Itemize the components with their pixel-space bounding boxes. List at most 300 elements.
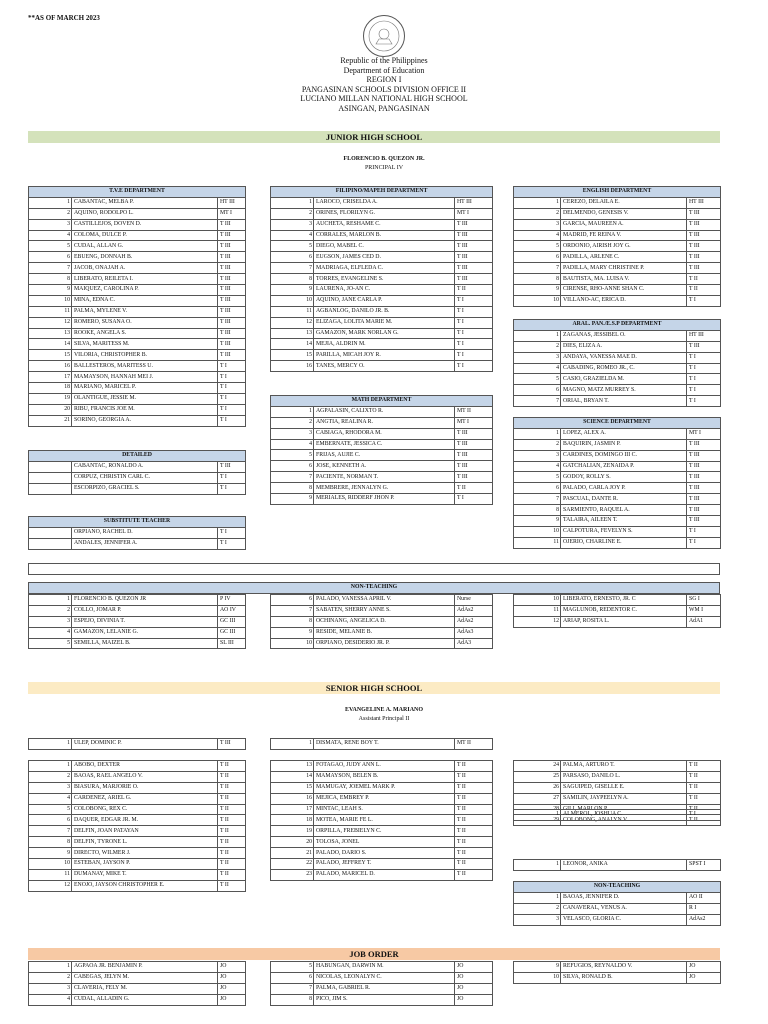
job-order-banner: JOB ORDER	[28, 948, 720, 960]
employee-name: REFUGIOS, REYNALDO V.	[561, 962, 687, 973]
row-number: 1	[271, 406, 314, 417]
row-number	[29, 461, 72, 472]
position-code: HT III	[687, 330, 721, 341]
employee-name: VILORIA, CHRISTOPHER B.	[72, 350, 218, 361]
detailed-header: DETAILED	[29, 451, 246, 462]
employee-name: COLLO, JOMAR P.	[72, 605, 218, 616]
position-code: T II	[455, 804, 493, 815]
employee-name: BAOAS, JENNIFER D.	[561, 892, 687, 903]
row-number: 10	[514, 972, 561, 983]
tve-row	[29, 230, 246, 241]
position-code: T III	[455, 241, 493, 252]
position-code: T I	[455, 339, 493, 350]
row-number: 15	[271, 350, 314, 361]
row-number: 24	[514, 761, 561, 772]
aral-header: ARAL. PAN./E.S.P DEPARTMENT	[514, 320, 721, 331]
filipino-row	[271, 252, 493, 263]
math-row	[271, 450, 493, 461]
position-code: T III	[687, 230, 721, 241]
employee-name: TALAIRA, AILEEN T.	[561, 516, 687, 527]
row-number: 1	[29, 197, 72, 208]
row-number: 7	[271, 605, 314, 616]
row-number: 12	[271, 317, 314, 328]
shs-teachers-1-row	[29, 869, 246, 880]
position-code: T I	[218, 361, 246, 372]
employee-name: PASCUAL, DANTE R.	[561, 494, 687, 505]
row-number: 14	[271, 339, 314, 350]
employee-name: HABUNGAN, DARWIN M.	[314, 962, 455, 973]
position-code: T I	[687, 385, 721, 396]
employee-name: ANDALES, JENNIFER A.	[72, 538, 218, 549]
row-number: 6	[271, 595, 314, 606]
employee-name: MADRIAGA, ELFLEDA C.	[314, 263, 455, 274]
position-code: T I	[218, 372, 246, 383]
english-row	[514, 252, 721, 263]
aral-row	[514, 374, 721, 385]
math-row	[271, 428, 493, 439]
row-number: 9	[514, 285, 561, 296]
employee-name: ORIAL, BRYAN T.	[561, 396, 687, 407]
employee-name: SILVA, RONALD B.	[561, 972, 687, 983]
english-row	[514, 197, 721, 208]
position-code: T II	[687, 804, 721, 815]
row-number: 2	[271, 417, 314, 428]
employee-name: PALMA, GABRIEL R.	[314, 983, 455, 994]
employee-name: CABADING, ROMEO JR., C.	[561, 363, 687, 374]
position-code: T II	[687, 815, 721, 826]
job-order-3-table	[513, 961, 721, 984]
row-number: 1	[514, 810, 561, 821]
employee-name: AQUINO, RODOLPO L.	[72, 208, 218, 219]
position-code: MT I	[218, 208, 246, 219]
row-number: 1	[29, 739, 72, 750]
nonteaching-3-row	[514, 605, 721, 616]
position-code: HT III	[218, 197, 246, 208]
employee-name: FOTAGAO, JUDY ANN L.	[314, 761, 455, 772]
row-number: 3	[514, 914, 561, 925]
shs-extra-1-table	[513, 809, 721, 821]
nonteaching-2-table	[270, 594, 493, 649]
row-number: 7	[271, 263, 314, 274]
position-code: T III	[218, 252, 246, 263]
shs-teachers-3-row	[514, 793, 721, 804]
employee-name: DAQUER, EDGAR JR. M.	[72, 815, 218, 826]
math-row	[271, 494, 493, 505]
employee-name: CEREZO, DELAILA E.	[561, 197, 687, 208]
row-number: 2	[29, 605, 72, 616]
position-code: T II	[455, 859, 493, 870]
position-code: T I	[687, 374, 721, 385]
position-code: AO II	[687, 892, 721, 903]
math-header: MATH DEPARTMENT	[271, 396, 493, 407]
position-code: JO	[218, 972, 246, 983]
shs-head-2-table	[270, 738, 493, 750]
position-code: HT III	[687, 197, 721, 208]
position-code: T II	[455, 815, 493, 826]
row-number: 9	[514, 962, 561, 973]
employee-name: ESCORPIZO, GRACIEL S.	[72, 483, 218, 494]
employee-name: LEONOR, ANIKA	[561, 860, 687, 871]
position-code: AdA3	[455, 638, 493, 649]
shs-nonteaching-row	[514, 914, 721, 925]
shs-extra-1-row	[514, 810, 721, 821]
employee-name: LIBERATO, REILETA I.	[72, 274, 218, 285]
position-code: T III	[455, 219, 493, 230]
position-code: T II	[455, 771, 493, 782]
employee-name: ANDAYA, VANESSA MAE D.	[561, 352, 687, 363]
row-number: 8	[271, 994, 314, 1005]
employee-name: ENOJO, JAYSON CHRISTOPHER E.	[72, 880, 218, 891]
position-code: HT III	[455, 197, 493, 208]
filipino-row	[271, 241, 493, 252]
position-code: AdAs3	[455, 627, 493, 638]
english-table	[513, 186, 721, 307]
row-number: 10	[271, 295, 314, 306]
filipino-table	[270, 186, 493, 372]
science-row	[514, 516, 721, 527]
science-row	[514, 494, 721, 505]
row-number: 10	[271, 638, 314, 649]
shs-teachers-1-row	[29, 761, 246, 772]
employee-name: ROMERO, SUSANA O.	[72, 317, 218, 328]
position-code: MT I	[455, 417, 493, 428]
position-code: T II	[455, 837, 493, 848]
row-number: 6	[514, 483, 561, 494]
position-code: MT I	[455, 208, 493, 219]
position-code: T III	[218, 306, 246, 317]
tve-row	[29, 295, 246, 306]
row-number: 21	[271, 848, 314, 859]
nonteaching-2-row	[271, 616, 493, 627]
nonteaching-1-row	[29, 605, 246, 616]
detailed-row	[29, 461, 246, 472]
row-number: 25	[514, 771, 561, 782]
employee-name: CIRENSE, RHO-ANNE SHAN C.	[561, 285, 687, 296]
row-number: 3	[271, 428, 314, 439]
tve-row	[29, 252, 246, 263]
tve-row	[29, 274, 246, 285]
position-code: T I	[218, 404, 246, 415]
position-code: T III	[687, 450, 721, 461]
tve-row	[29, 285, 246, 296]
employee-name: AGPAOA JR. BENJAMIN P.	[72, 962, 218, 973]
employee-name: SEMILLA, MAIZEL B.	[72, 638, 218, 649]
position-code: T III	[687, 219, 721, 230]
nonteaching-header-table	[28, 582, 720, 594]
employee-name: FLORENCIO B. QUEZON JR	[72, 595, 218, 606]
row-number: 1	[514, 197, 561, 208]
employee-name: DELMENDO, GENESIS V.	[561, 208, 687, 219]
position-code: T III	[218, 230, 246, 241]
shs-teachers-2-row	[271, 859, 493, 870]
row-number: 1	[29, 761, 72, 772]
english-row	[514, 241, 721, 252]
english-row	[514, 230, 721, 241]
substitute-header: SUBSTITUTE TEACHER	[29, 517, 246, 528]
filipino-row	[271, 219, 493, 230]
employee-name: MOTEA, MARIE FE L.	[314, 815, 455, 826]
employee-name: JOSE, KENNETH A.	[314, 461, 455, 472]
row-number: 10	[514, 295, 561, 306]
row-number: 7	[29, 263, 72, 274]
employee-name: CORPUZ, CHRISTIN CARL C.	[72, 472, 218, 483]
aral-row	[514, 385, 721, 396]
science-row	[514, 505, 721, 516]
employee-name: COLOMA, DULCE P.	[72, 230, 218, 241]
row-number: 27	[514, 793, 561, 804]
position-code: T III	[455, 461, 493, 472]
school-location: ASINGAN, PANGASINAN	[338, 103, 430, 113]
row-number: 9	[271, 494, 314, 505]
row-number: 4	[29, 230, 72, 241]
science-row	[514, 537, 721, 548]
filipino-row	[271, 306, 493, 317]
position-code: T I	[218, 538, 246, 549]
employee-name: CABANTAC, RONALDO A.	[72, 461, 218, 472]
row-number	[29, 538, 72, 549]
row-number: 1	[514, 428, 561, 439]
row-number: 1	[514, 892, 561, 903]
shs-teachers-3-row	[514, 771, 721, 782]
substitute-table	[28, 516, 246, 550]
employee-name: ESTEBAN, JAYSON P.	[72, 859, 218, 870]
position-code: T I	[455, 328, 493, 339]
position-code: T II	[218, 804, 246, 815]
substitute-row	[29, 538, 246, 549]
position-code: T III	[687, 516, 721, 527]
row-number: 8	[271, 616, 314, 627]
position-code: T III	[218, 739, 246, 750]
filipino-row	[271, 263, 493, 274]
employee-name: SABATEN, SHERRY ANNE S.	[314, 605, 455, 616]
filipino-row	[271, 317, 493, 328]
row-number: 10	[514, 595, 561, 606]
science-row	[514, 526, 721, 537]
row-number: 5	[514, 374, 561, 385]
employee-name: GAMAZON, MARK NORLAN G.	[314, 328, 455, 339]
employee-name: PALADO, DARIO S.	[314, 848, 455, 859]
position-code: T II	[687, 782, 721, 793]
position-code: MT I	[687, 428, 721, 439]
position-code: T III	[218, 328, 246, 339]
employee-name: MINTAC, LEAH S.	[314, 804, 455, 815]
employee-name: MEJIA, ALDRIN M.	[314, 339, 455, 350]
position-code: MT II	[455, 406, 493, 417]
position-code: T III	[455, 439, 493, 450]
filipino-row	[271, 350, 493, 361]
shs-teachers-1-table	[28, 760, 246, 892]
row-number: 2	[514, 903, 561, 914]
position-code: T III	[455, 450, 493, 461]
position-code: T II	[218, 880, 246, 891]
nonteaching-1-row	[29, 595, 246, 606]
shs-head-1-row	[29, 739, 246, 750]
employee-name: DISMATA, RENE BOY T.	[314, 739, 455, 750]
employee-name: RIBU, FRANCIS JOE M.	[72, 404, 218, 415]
row-number: 21	[29, 415, 72, 426]
employee-name: PACIENTE, NORMAN T.	[314, 472, 455, 483]
math-row	[271, 406, 493, 417]
employee-name: CARDINES, DOMINGO III C.	[561, 450, 687, 461]
shs-teachers-1-row	[29, 804, 246, 815]
jhs-principal	[0, 155, 768, 173]
employee-name: RESIDE, MELANIE B.	[314, 627, 455, 638]
science-row	[514, 450, 721, 461]
english-row	[514, 208, 721, 219]
employee-name: MEJICA, EMBREY P.	[314, 793, 455, 804]
job-order-2-row	[271, 994, 493, 1005]
row-number: 29	[514, 815, 561, 826]
english-row	[514, 295, 721, 306]
position-code: JO	[455, 972, 493, 983]
row-number: 2	[29, 208, 72, 219]
position-code: T III	[218, 461, 246, 472]
position-code: SL III	[218, 638, 246, 649]
job-order-2-table	[270, 961, 493, 1006]
filipino-row	[271, 295, 493, 306]
shs-principal-title: Assistant Principal II	[358, 716, 410, 722]
employee-name: MAMAYSON, HANNAH MEI J.	[72, 372, 218, 383]
tve-row	[29, 208, 246, 219]
row-number: 10	[29, 295, 72, 306]
row-number: 5	[514, 472, 561, 483]
employee-name: PALADO, MARICEL D.	[314, 869, 455, 880]
row-number: 2	[29, 972, 72, 983]
school-name: LUCIANO MILLAN NATIONAL HIGH SCHOOL	[300, 94, 468, 104]
shs-teachers-1-row	[29, 837, 246, 848]
position-code: T II	[218, 826, 246, 837]
position-code: T III	[218, 241, 246, 252]
employee-name: CUDAL, ALLAN G.	[72, 241, 218, 252]
shs-teachers-2-row	[271, 848, 493, 859]
shs-teachers-2-row	[271, 761, 493, 772]
employee-name: CORRALES, MARLON B.	[314, 230, 455, 241]
row-number: 8	[29, 837, 72, 848]
nonteaching-1-row	[29, 627, 246, 638]
detailed-row	[29, 483, 246, 494]
employee-name: GILI, MARLON P.	[561, 804, 687, 815]
employee-name: ABOBO, DEXTER	[72, 761, 218, 772]
region-line: REGION I	[366, 75, 402, 85]
position-code: T II	[455, 826, 493, 837]
row-number: 13	[271, 328, 314, 339]
shs-nonteaching-row	[514, 903, 721, 914]
row-number: 2	[514, 341, 561, 352]
row-number: 1	[271, 197, 314, 208]
position-code: T III	[687, 494, 721, 505]
position-code: T II	[687, 285, 721, 296]
position-code: T III	[455, 274, 493, 285]
row-number: 3	[29, 782, 72, 793]
jhs-spacer-row	[28, 563, 720, 575]
nonteaching-3-row	[514, 595, 721, 606]
tve-row	[29, 328, 246, 339]
position-code: T I	[218, 472, 246, 483]
row-number: 19	[271, 826, 314, 837]
aral-table	[513, 319, 721, 407]
row-number: 7	[271, 472, 314, 483]
tve-row	[29, 393, 246, 404]
row-number: 5	[29, 804, 72, 815]
shs-teachers-2-row	[271, 837, 493, 848]
math-row	[271, 483, 493, 494]
employee-name: MEMBRERE, JENNALYN G.	[314, 483, 455, 494]
employee-name: VILLANO-AC, ERICA D.	[561, 295, 687, 306]
shs-teachers-1-row	[29, 793, 246, 804]
row-number: 5	[271, 241, 314, 252]
shs-nonteaching-header: NON-TEACHING	[514, 882, 721, 893]
detailed-table	[28, 450, 246, 495]
position-code: T III	[687, 341, 721, 352]
row-number: 16	[271, 361, 314, 372]
employee-name: DIES, ELIZA A.	[561, 341, 687, 352]
math-row	[271, 439, 493, 450]
employee-name: ORDONIO, AIRISH JOY G.	[561, 241, 687, 252]
row-number: 1	[29, 595, 72, 606]
nonteaching-2-row	[271, 605, 493, 616]
row-number: 12	[514, 616, 561, 627]
row-number: 20	[29, 404, 72, 415]
employee-name: VELASCO, GLORIA C.	[561, 914, 687, 925]
position-code: WM I	[687, 605, 721, 616]
tve-row	[29, 372, 246, 383]
tve-header: T.V.E DEPARTMENT	[29, 187, 246, 198]
shs-teachers-1-row	[29, 771, 246, 782]
position-code: T I	[455, 306, 493, 317]
row-number: 1	[514, 330, 561, 341]
employee-name: BALLESTEROS, MARITESS U.	[72, 361, 218, 372]
employee-name: GAMAZON, LELANIE G.	[72, 627, 218, 638]
row-number: 26	[514, 782, 561, 793]
employee-name: MAIQUEZ, CAROLINA P.	[72, 285, 218, 296]
position-code: T III	[455, 263, 493, 274]
position-code: T II	[218, 771, 246, 782]
employee-name: CARDENEZ, ARIEL G.	[72, 793, 218, 804]
tve-row	[29, 306, 246, 317]
tve-row	[29, 350, 246, 361]
employee-name: ORPIANO, RACHEL D.	[72, 527, 218, 538]
position-code: T I	[687, 396, 721, 407]
position-code: T II	[455, 793, 493, 804]
tve-row	[29, 415, 246, 426]
filipino-row	[271, 230, 493, 241]
country-line: Republic of the Philippines	[340, 56, 428, 65]
row-number: 5	[29, 241, 72, 252]
row-number: 18	[271, 815, 314, 826]
employee-name: CASIO, GRAZIELDA M.	[561, 374, 687, 385]
position-code: T II	[455, 869, 493, 880]
row-number: 8	[514, 274, 561, 285]
row-number: 3	[29, 983, 72, 994]
science-header: SCIENCE DEPARTMENT	[514, 418, 721, 429]
position-code: T III	[687, 252, 721, 263]
shs-head-1-table	[28, 738, 246, 750]
employee-name: GARCIA, MAUREEN A.	[561, 219, 687, 230]
nonteaching-1-table	[28, 594, 246, 649]
deped-seal-icon	[362, 14, 406, 58]
aral-row	[514, 341, 721, 352]
row-number: 13	[29, 328, 72, 339]
employee-name: MARIANO, MARICEL P.	[72, 383, 218, 394]
position-code: T II	[687, 761, 721, 772]
row-number: 11	[271, 306, 314, 317]
employee-name: PALADO, JEFFREY T.	[314, 859, 455, 870]
position-code: T III	[218, 317, 246, 328]
row-number: 18	[29, 383, 72, 394]
row-number	[29, 527, 72, 538]
senior-high-banner: SENIOR HIGH SCHOOL	[28, 682, 720, 694]
shs-teachers-2-row	[271, 793, 493, 804]
